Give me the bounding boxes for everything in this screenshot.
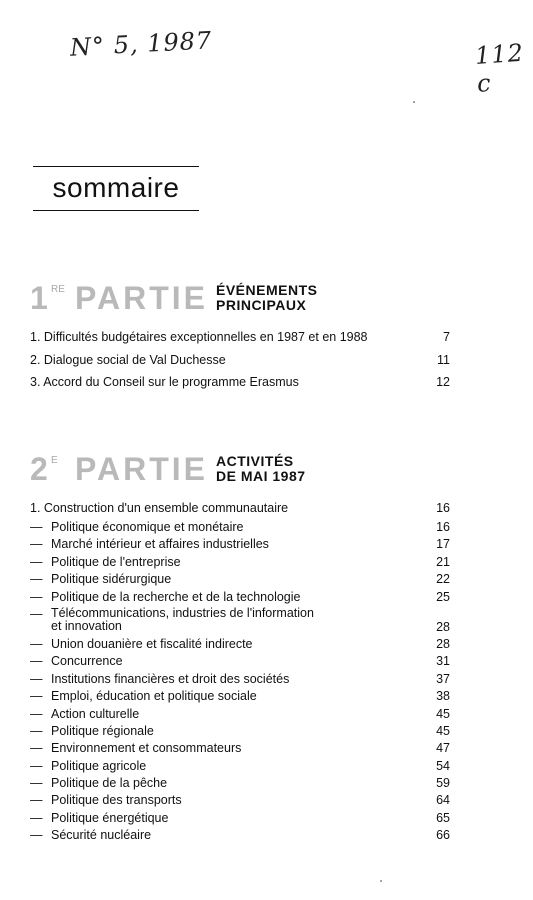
scan-speck	[380, 880, 382, 882]
toc-page-number: 28	[436, 619, 450, 634]
toc-subentry	[30, 793, 450, 810]
toc-page-number: 45	[436, 706, 450, 721]
part1-subtitle	[216, 283, 317, 313]
toc-subentry	[30, 572, 450, 589]
toc-page-number: 59	[436, 776, 450, 791]
scan-speck	[413, 101, 415, 103]
toc-page-number: 28	[436, 636, 450, 651]
toc-page-number: 16	[436, 501, 450, 515]
toc-entry-label: Politique de l'entreprise	[51, 554, 181, 569]
toc-entry-label: Politique de la pêche	[51, 776, 168, 791]
part1-partie-word: PARTIE	[75, 280, 208, 316]
toc-subentry	[30, 637, 450, 654]
toc-subentry	[30, 707, 450, 724]
dash-marker: —	[30, 689, 43, 704]
toc-entry-label: Concurrence	[51, 654, 123, 669]
toc-subentry	[30, 811, 450, 828]
dash-marker: —	[30, 589, 43, 604]
dash-marker: —	[30, 793, 43, 808]
toc-entry-label: Politique agricole	[51, 758, 147, 773]
part1-heading	[30, 280, 350, 320]
toc-page-number: 25	[436, 589, 450, 604]
dash-marker: —	[30, 606, 43, 621]
toc-subentry	[30, 537, 450, 554]
part2-superscript: E	[51, 455, 58, 466]
part1-subtitle-line1: ÉVÉNEMENTS	[216, 282, 318, 298]
toc-entry-label: Politique sidérurgique	[51, 572, 172, 587]
part1-toc-list	[30, 330, 450, 398]
part2-subtitle	[216, 454, 306, 484]
part2-subtitle-line2: DE MAI 1987	[216, 468, 306, 484]
part2-number: 2	[30, 451, 49, 487]
toc-page-number: 37	[436, 671, 450, 686]
toc-entry-label: Politique économique et monétaire	[51, 520, 244, 534]
dash-marker: —	[30, 776, 43, 791]
toc-entry-label: Politique de la recherche et de la technologie	[51, 589, 301, 604]
dash-marker: —	[30, 572, 43, 587]
part2-heading	[30, 451, 350, 491]
toc-page-number: 11	[437, 352, 450, 367]
toc-page-number: 21	[436, 554, 450, 569]
dash-marker: —	[30, 828, 43, 843]
toc-page-number: 31	[436, 654, 450, 669]
toc-page-number: 47	[436, 741, 450, 756]
toc-page-number: 45	[436, 723, 450, 738]
dash-marker: —	[30, 671, 43, 686]
toc-subentry	[30, 828, 450, 845]
toc-entry	[30, 375, 450, 398]
page-title: sommaire	[52, 172, 180, 203]
toc-subentry	[30, 689, 450, 706]
dash-marker: —	[30, 810, 43, 825]
dash-marker: —	[30, 741, 43, 756]
toc-entry-label	[51, 607, 314, 633]
toc-page-number: 17	[436, 537, 450, 552]
dash-marker: —	[30, 758, 43, 773]
part1-superscript: RE	[51, 284, 65, 295]
toc-entry	[30, 330, 450, 353]
part2-subtitle-line1: ACTIVITÉS	[216, 453, 294, 469]
toc-page-number: 22	[436, 572, 450, 587]
part2-partie-word: PARTIE	[75, 451, 208, 487]
toc-entry-label: 3. Accord du Conseil sur le programme Erasmus	[30, 375, 299, 389]
toc-page-number: 7	[443, 330, 450, 344]
toc-entry-label: 2. Dialogue social de Val Duchesse	[30, 352, 226, 367]
dash-marker: —	[30, 537, 43, 552]
handwritten-annotation-right: 112 c	[474, 38, 525, 98]
toc-subentry	[30, 776, 450, 793]
toc-entry-label: Union douanière et fiscalité indirecte	[51, 636, 253, 651]
toc-entry-label-line2: et innovation	[51, 618, 122, 633]
toc-entry-label: Sécurité nucléaire	[51, 828, 152, 843]
toc-subentry	[30, 607, 450, 637]
toc-entry-label: Institutions financières et droit des sociétés	[51, 671, 290, 686]
part1-number: 1	[30, 280, 49, 316]
dash-marker: —	[30, 554, 43, 569]
dash-marker: —	[30, 636, 43, 651]
toc-entry-label: Environnement et consommateurs	[51, 741, 242, 756]
toc-subentry	[30, 520, 450, 537]
toc-page-number: 16	[436, 520, 450, 534]
toc-entry-label: Politique énergétique	[51, 810, 169, 825]
dash-marker: —	[30, 723, 43, 738]
dash-marker: —	[30, 654, 43, 669]
toc-page-number: 12	[436, 375, 450, 389]
toc-subentry	[30, 741, 450, 758]
handwritten-annotation-left: N° 5, 1987	[69, 26, 213, 62]
toc-page-number: 64	[436, 793, 450, 808]
toc-subentry	[30, 654, 450, 671]
toc-entry-label: Emploi, éducation et politique sociale	[51, 689, 257, 704]
toc-entry-label: 1. Difficultés budgétaires exceptionnelles en 1987 et en 1988	[30, 330, 368, 344]
title-rule-bottom	[33, 210, 199, 211]
toc-page-number: 66	[436, 828, 450, 843]
dash-marker: —	[30, 706, 43, 721]
part1-subtitle-line2: PRINCIPAUX	[216, 297, 307, 313]
title-block	[33, 166, 199, 211]
toc-page-number: 65	[436, 810, 450, 825]
toc-subentry	[30, 672, 450, 689]
toc-entry	[30, 353, 450, 376]
toc-subentry	[30, 724, 450, 741]
toc-entry	[30, 501, 450, 520]
toc-subentry	[30, 590, 450, 607]
dash-marker: —	[30, 520, 43, 534]
toc-entry-label-line1: Télécommunications, industries de l'information	[51, 605, 314, 620]
toc-entry-label: 1. Construction d'un ensemble communautaire	[30, 501, 289, 515]
toc-entry-label: Politique régionale	[51, 723, 154, 738]
toc-subentry	[30, 759, 450, 776]
toc-entry-label: Marché intérieur et affaires industrielles	[51, 537, 269, 552]
toc-entry-label: Action culturelle	[51, 706, 140, 721]
toc-page-number: 54	[436, 758, 450, 773]
part2-toc-list	[30, 501, 450, 846]
toc-page-number: 38	[436, 689, 450, 704]
toc-entry-label: Politique des transports	[51, 793, 182, 808]
toc-subentry	[30, 555, 450, 572]
